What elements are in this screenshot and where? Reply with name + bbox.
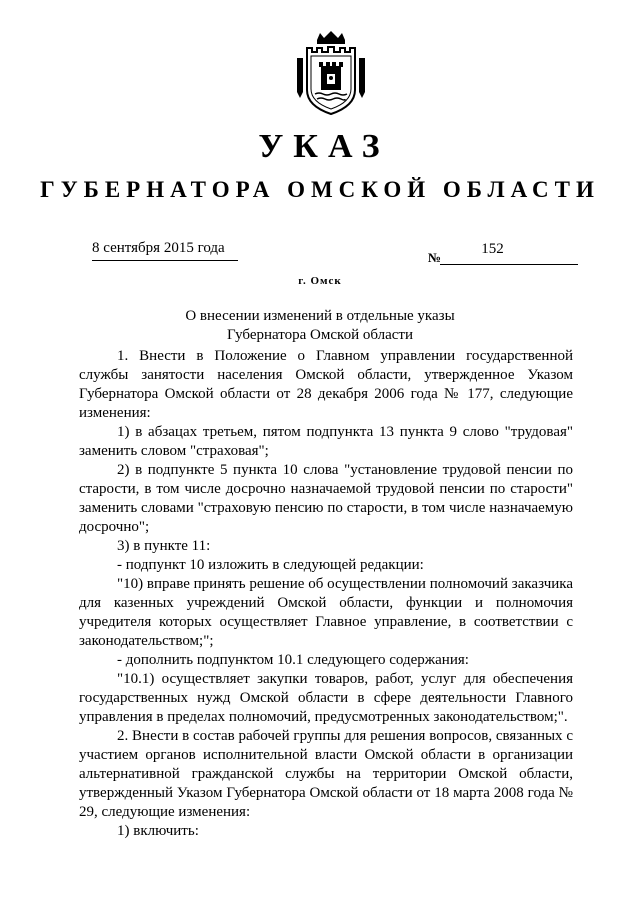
document-city: г. Омск: [298, 275, 342, 287]
paragraph: 1. Внести в Положение о Главном управлении государственной службы занятости населения Омской области, утвержденное Указом Губернатора Омской области от 28 декабря 2006 года № 177, следующие изменения:: [79, 348, 573, 421]
document-issuer: ГУБЕРНАТОРА ОМСКОЙ ОБЛАСТИ: [40, 177, 600, 202]
document-title: УКАЗ: [258, 128, 390, 165]
paragraph: "10.1) осуществляет закупки товаров, работ, услуг для обеспечения государственных нужд Омской области в сфере деятельности Главного управления в пределах полномочий, предусмотренных законодательством;".: [79, 671, 573, 725]
paragraph: "10) вправе принять решение об осуществлении полномочий заказчика для казенных учреждений Омской области, функции и полномочия учредителя которых осуществляет Главное управление, в соответствии с законодательством;";: [79, 576, 573, 649]
document-date: 8 сентября 2015 года: [92, 240, 238, 261]
paragraph: 2. Внести в состав рабочей группы для решения вопросов, связанных с участием органов исполнительной власти Омской области в организации альтернативной гражданской службы на территории Омской области, утвержденный Указом Губернатора Омской области от 18 марта 2008 года № 29, следующие изменения:: [79, 728, 573, 820]
paragraph: - дополнить подпунктом 10.1 следующего содержания:: [117, 652, 469, 668]
number-label: №: [428, 250, 442, 265]
number-underline: [440, 264, 578, 265]
document-body: [79, 347, 573, 841]
subject-line-1: О внесении изменений в отдельные указы: [185, 308, 455, 324]
paragraph: 1) включить:: [117, 823, 199, 839]
subject-line-2: Губернатора Омской области: [227, 327, 413, 343]
paragraph: 1) в абзацах третьем, пятом подпункта 13 пункта 9 слово "трудовая" заменить словом "страховая";: [79, 424, 573, 459]
paragraph: 3) в пункте 11:: [117, 538, 211, 554]
paragraph: - подпункт 10 изложить в следующей редакции:: [117, 557, 424, 573]
paragraph: 2) в подпункте 5 пункта 10 слова "установление трудовой пенсии по старости, в том числе досрочно назначаемой трудовой пенсии по старости" заменить словами "страховую пенсию по старости, в том числе назначаемую досрочно";: [79, 462, 573, 535]
coat-of-arms-emblem: [293, 30, 369, 120]
document-number: 152: [481, 241, 504, 257]
document-subject: [0, 307, 640, 345]
